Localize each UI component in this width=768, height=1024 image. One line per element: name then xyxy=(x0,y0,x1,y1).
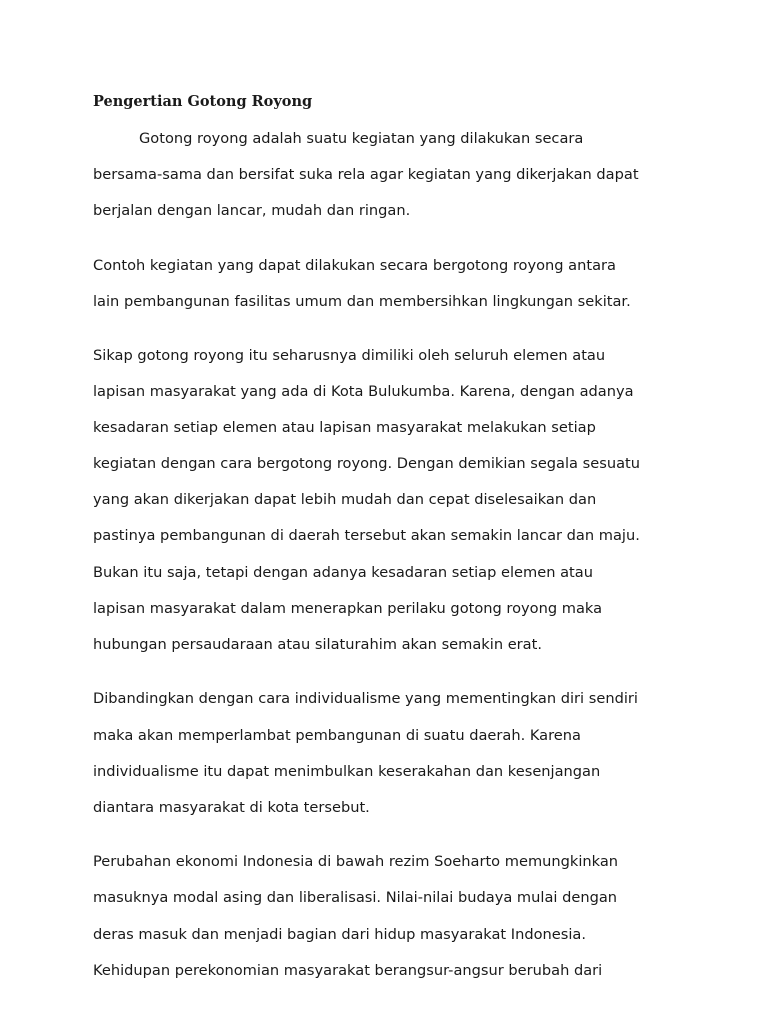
text-line: berjalan dengan lancar, mudah dan ringan. xyxy=(93,202,411,219)
text-line: pastinya pembangunan di daerah tersebut akan semakin lancar dan maju. xyxy=(93,527,640,544)
text-line: deras masuk dan menjadi bagian dari hidup masyarakat Indonesia. xyxy=(93,926,586,943)
text-line: lapisan masyarakat yang ada di Kota Bulukumba. Karena, dengan adanya xyxy=(93,383,634,400)
text-line: kesadaran setiap elemen atau lapisan masyarakat melakukan setiap xyxy=(93,419,596,436)
text-line: kegiatan dengan cara bergotong royong. Dengan demikian segala sesuatu xyxy=(93,455,640,472)
text-line: bersama-sama dan bersifat suka rela agar kegiatan yang dikerjakan dapat xyxy=(93,166,639,183)
text-line: yang akan dikerjakan dapat lebih mudah dan cepat diselesaikan dan xyxy=(93,491,597,508)
text-line: lapisan masyarakat dalam menerapkan perilaku gotong royong maka xyxy=(93,600,603,617)
text-line: Dibandingkan dengan cara individualisme yang mementingkan diri sendiri xyxy=(93,690,638,707)
text-line: individualisme itu dapat menimbulkan keserakahan dan kesenjangan xyxy=(93,763,601,780)
text-line: Sikap gotong royong itu seharusnya dimiliki oleh seluruh elemen atau xyxy=(93,347,606,364)
text-line: Kehidupan perekonomian masyarakat berangsur-angsur berubah dari xyxy=(93,962,603,979)
text-line: Gotong royong adalah suatu kegiatan yang dilakukan secara xyxy=(139,130,584,147)
text-line: lain pembangunan fasilitas umum dan membersihkan lingkungan sekitar. xyxy=(93,293,631,310)
text-line: diantara masyarakat di kota tersebut. xyxy=(93,799,370,816)
text-line: maka akan memperlambat pembangunan di suatu daerah. Karena xyxy=(93,727,581,744)
text-line: masuknya modal asing dan liberalisasi. Nilai-nilai budaya mulai dengan xyxy=(93,889,618,906)
text-line: Contoh kegiatan yang dapat dilakukan secara bergotong royong antara xyxy=(93,257,616,274)
text-line: Perubahan ekonomi Indonesia di bawah rezim Soeharto memungkinkan xyxy=(93,853,619,870)
text-line: Bukan itu saja, tetapi dengan adanya kesadaran setiap elemen atau xyxy=(93,564,593,581)
document-title: Pengertian Gotong Royong xyxy=(93,93,313,110)
text-line: hubungan persaudaraan atau silaturahim akan semakin erat. xyxy=(93,636,542,653)
